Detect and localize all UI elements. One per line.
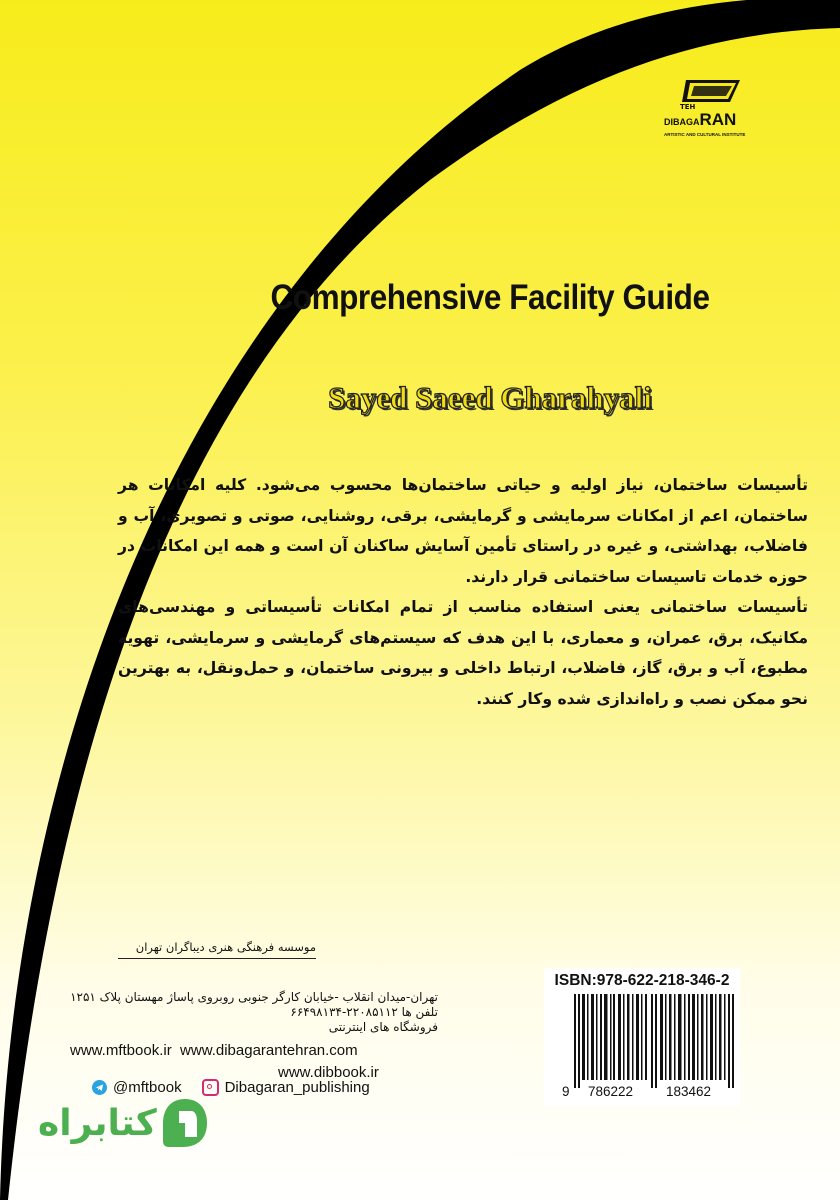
logo-text-teh: TEH — [680, 103, 696, 111]
logo-text-left: DIBAGA — [664, 117, 700, 127]
publisher-address-block — [18, 990, 438, 1035]
online-stores-label: فروشگاه های اینترنتی — [328, 1020, 438, 1034]
book-author: Sayed Saeed Gharahyali — [328, 380, 652, 415]
logo-subtitle: ARTISTIC AND CULTURAL INSTITUTE — [664, 132, 746, 137]
publisher-phones: تلفن ها ۲۲۰۸۵۱۱۲-۶۶۴۹۸۱۳۴ — [290, 1005, 438, 1019]
publisher-name: موسسه فرهنگی هنری دیباگران تهران — [118, 940, 316, 959]
publisher-address: تهران-میدان انقلاب -خیابان کارگر جنوبی روبروی پاساژ مهستان پلاک ۱۲۵۱ — [70, 990, 438, 1004]
instagram-handle[interactable]: Dibagaran_publishing — [224, 1079, 370, 1096]
ketabrah-watermark — [38, 1097, 209, 1149]
website-dibbook[interactable]: www.dibbook.ir — [278, 1064, 379, 1081]
social-links — [92, 1079, 370, 1096]
telegram-handle[interactable]: @mftbook — [113, 1079, 182, 1096]
book-logo-icon — [680, 76, 750, 106]
barcode-digits-left: 786222 — [588, 1084, 634, 1099]
website-mftbook[interactable]: www.mftbook.ir — [70, 1042, 172, 1059]
ketabrah-logo-icon — [161, 1097, 209, 1149]
barcode-digit-first: 9 — [562, 1084, 570, 1099]
isbn-number: ISBN:978-622-218-346-2 — [554, 972, 730, 989]
websites-line — [70, 1042, 358, 1059]
instagram-icon — [202, 1079, 219, 1096]
description-paragraph-2: تأسیسات ساختمانی یعنی استفاده مناسب از تمام امکانات تأسیساتی و مهندسی‌های مکانیک، برق، عمران، و معماری، با این هدف که سیستم‌های گرمایشی و سرمایشی، تهویه مطبوع، آب و برق، گاز، فاضلاب، ارتباط داخلی و بیرونی ساختمان، و حمل‌ونقل، به بهترین نحو ممکن نصب و راه‌اندازی شده وکار کنند. — [118, 598, 808, 708]
barcode-image — [574, 994, 736, 1088]
barcode-digits-right: 183462 — [666, 1084, 712, 1099]
ketabrah-text: کتابراه — [38, 1102, 157, 1144]
logo-wordmark — [664, 110, 736, 130]
description-paragraph-1: تأسیسات ساختمان، نیاز اولیه و حیاتی ساختمان‌ها محسوب می‌شود. کلیه امکانات هر ساختمان، اعم از امکانات سرمایشی و گرمایشی، برقی، روشنایی، صوتی و تصویری، آب و فاضلاب، بهداشتی، و غیره در راستای تأمین آسایش ساکنان آن است و همه این امکانات در حوزه خدمات تاسیسات ساختمانی قرار دارند. — [118, 476, 808, 586]
website-dibagarantehran[interactable]: www.dibagarantehran.com — [180, 1042, 358, 1059]
book-description — [118, 470, 808, 714]
telegram-icon — [92, 1080, 107, 1095]
logo-text-right: RAN — [699, 110, 737, 129]
publisher-logo — [660, 76, 760, 156]
isbn-barcode-box — [544, 968, 740, 1106]
book-title: Comprehensive Facility Guide — [270, 278, 710, 317]
